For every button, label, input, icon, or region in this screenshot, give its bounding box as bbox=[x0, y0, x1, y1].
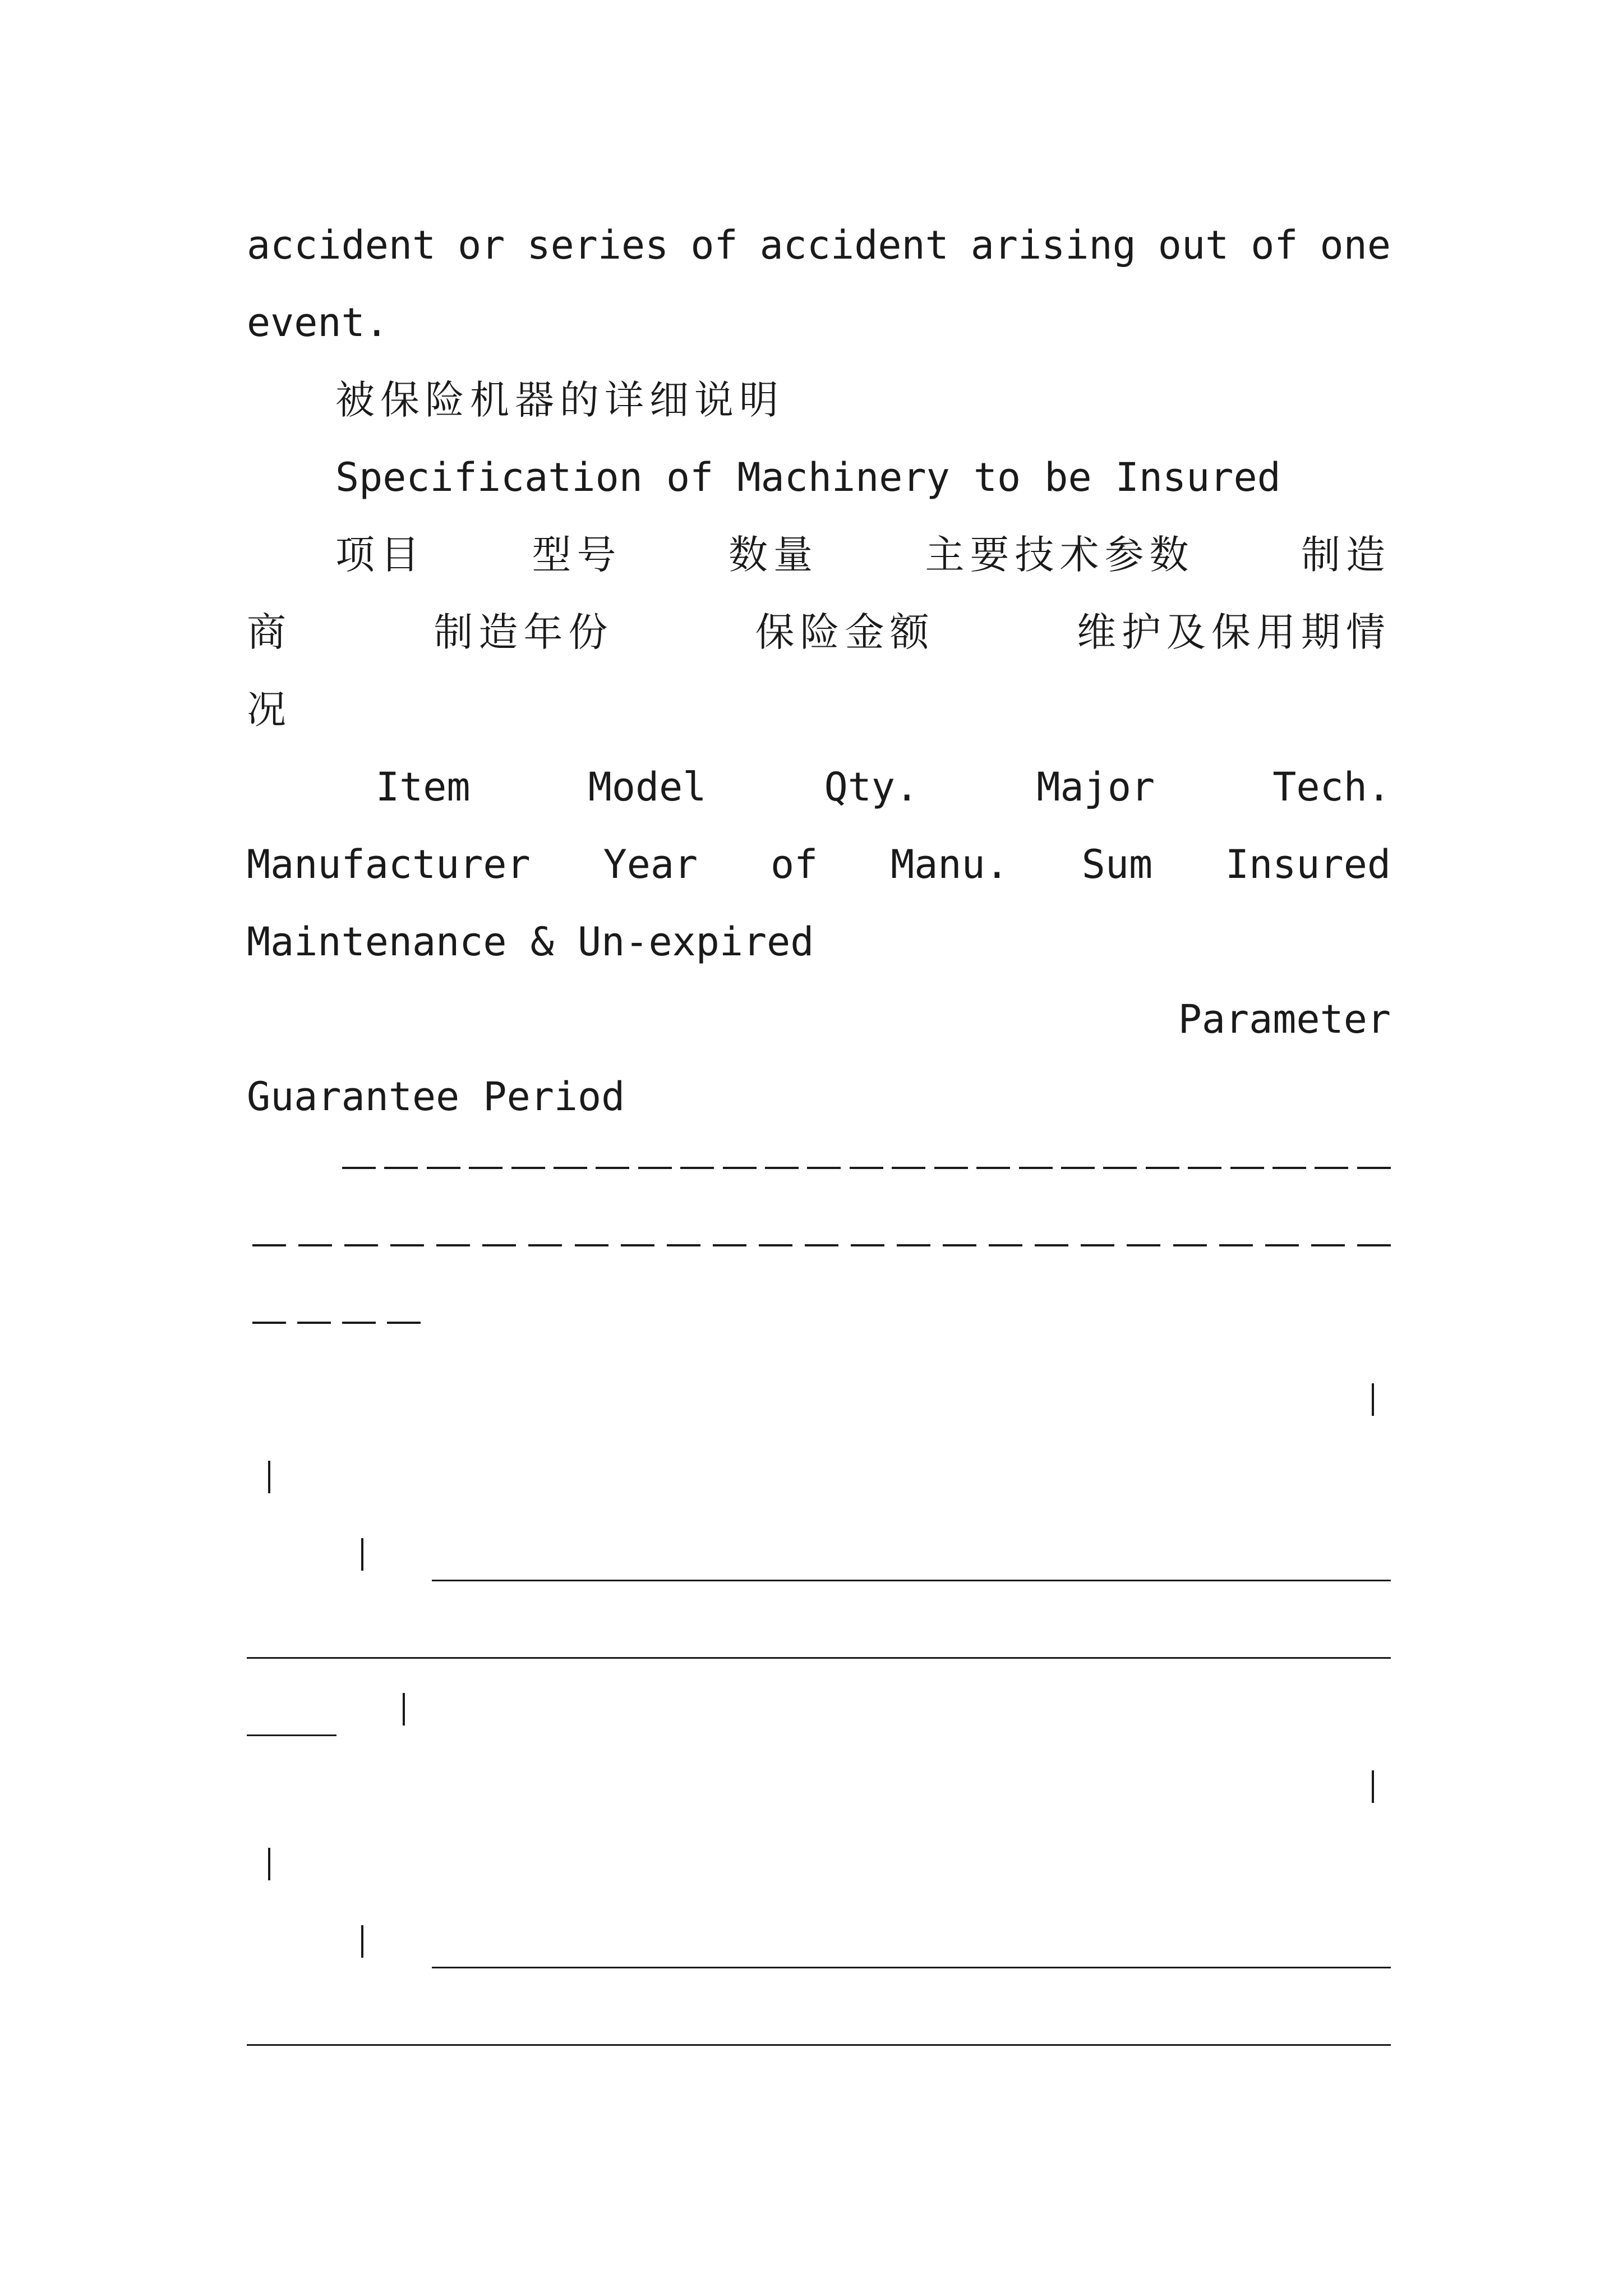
dash bbox=[1230, 1167, 1264, 1169]
dash bbox=[1146, 1167, 1179, 1169]
dash bbox=[976, 1167, 1010, 1169]
intro-word: one bbox=[1320, 222, 1391, 268]
dash bbox=[943, 1244, 976, 1246]
dash bbox=[384, 1167, 418, 1169]
cn-header-line-2 bbox=[247, 607, 1391, 657]
dash bbox=[851, 1244, 884, 1246]
dash bbox=[1219, 1244, 1253, 1246]
dash bbox=[759, 1244, 792, 1246]
cn-header-cell: 保险金额 bbox=[755, 609, 935, 655]
dash bbox=[482, 1244, 516, 1246]
dash bbox=[723, 1167, 757, 1169]
dash bbox=[511, 1167, 545, 1169]
dash bbox=[934, 1167, 968, 1169]
dash bbox=[805, 1244, 838, 1246]
dash bbox=[850, 1167, 883, 1169]
dash bbox=[344, 1244, 378, 1246]
cn-header-line-1 bbox=[335, 530, 1391, 580]
intro-word: of bbox=[690, 222, 738, 268]
dash bbox=[1315, 1167, 1348, 1169]
row-underline bbox=[247, 2044, 1391, 2046]
table-bar bbox=[1372, 1383, 1374, 1416]
en-header-cell: Qty. bbox=[824, 764, 919, 810]
dash bbox=[575, 1244, 608, 1246]
dash bbox=[1019, 1167, 1053, 1169]
dash bbox=[1103, 1167, 1137, 1169]
en-header-cell: Model bbox=[588, 764, 707, 810]
en-header-line-3: Maintenance & Un-expired bbox=[247, 919, 814, 965]
row-underline bbox=[432, 1967, 1391, 1968]
separator-dashes-2 bbox=[252, 1244, 1391, 1246]
intro-word: accident bbox=[759, 222, 949, 268]
intro-word: of bbox=[1251, 222, 1298, 268]
dash bbox=[638, 1167, 672, 1169]
intro-word: series bbox=[527, 222, 669, 268]
en-header-line-1 bbox=[376, 762, 1391, 812]
table-bar bbox=[403, 1693, 405, 1726]
dash bbox=[297, 1322, 331, 1324]
intro-word: or bbox=[458, 222, 505, 268]
dash bbox=[596, 1167, 629, 1169]
dash bbox=[1081, 1244, 1114, 1246]
en-header-line-5: Guarantee Period bbox=[247, 1074, 625, 1120]
dash bbox=[680, 1167, 714, 1169]
dash bbox=[897, 1244, 930, 1246]
dash bbox=[1272, 1167, 1306, 1169]
en-header-line-4: Parameter bbox=[1178, 996, 1391, 1042]
dash bbox=[436, 1244, 470, 1246]
en-header-cell: Manufacturer bbox=[247, 841, 531, 887]
dash bbox=[1357, 1244, 1391, 1246]
separator-dashes-1 bbox=[342, 1167, 1391, 1169]
en-header-line-2 bbox=[247, 839, 1391, 890]
table-bar bbox=[268, 1848, 270, 1880]
cn-header-cell: 主要技术参数 bbox=[925, 532, 1195, 578]
en-header-cell: Item bbox=[376, 764, 471, 810]
cn-header-cell: 制造年份 bbox=[434, 609, 614, 655]
en-header-cell: Tech. bbox=[1272, 764, 1391, 810]
en-header-cell: Major bbox=[1036, 764, 1155, 810]
dash bbox=[469, 1167, 502, 1169]
table-bar bbox=[1372, 1770, 1374, 1803]
en-header-cell: Year bbox=[603, 841, 698, 887]
separator-dashes-3 bbox=[252, 1322, 421, 1324]
cn-header-cell: 项目 bbox=[335, 532, 425, 578]
intro-line-2: event. bbox=[247, 300, 389, 346]
en-header-cell: of bbox=[771, 841, 818, 887]
row-underline bbox=[432, 1580, 1391, 1581]
dash bbox=[1127, 1244, 1160, 1246]
intro-line-1 bbox=[247, 220, 1391, 270]
dash bbox=[1357, 1167, 1391, 1169]
dash bbox=[252, 1244, 286, 1246]
table-bar bbox=[268, 1461, 270, 1493]
dash bbox=[427, 1167, 460, 1169]
intro-word: accident bbox=[247, 222, 436, 268]
dash bbox=[252, 1322, 286, 1324]
row-underline bbox=[247, 1734, 336, 1736]
row-underline bbox=[247, 1657, 1391, 1659]
table-bar bbox=[361, 1925, 363, 1958]
dash bbox=[892, 1167, 925, 1169]
cn-header-line-3: 况 bbox=[247, 687, 292, 733]
en-header-cell: Manu. bbox=[891, 841, 1009, 887]
table-bar bbox=[361, 1538, 363, 1571]
dash bbox=[1173, 1244, 1207, 1246]
dash bbox=[807, 1167, 841, 1169]
dash bbox=[621, 1244, 654, 1246]
intro-word: arising bbox=[970, 222, 1136, 268]
dash bbox=[554, 1167, 587, 1169]
dash bbox=[342, 1167, 376, 1169]
dash bbox=[667, 1244, 700, 1246]
dash bbox=[1188, 1167, 1221, 1169]
heading-en: Specification of Machinery to be Insured bbox=[335, 454, 1281, 500]
dash bbox=[1311, 1244, 1345, 1246]
cn-header-cell: 商 bbox=[247, 609, 292, 655]
dash bbox=[342, 1322, 376, 1324]
dash bbox=[713, 1244, 746, 1246]
cn-header-cell: 型号 bbox=[532, 532, 622, 578]
dash bbox=[1061, 1167, 1095, 1169]
dash bbox=[298, 1244, 332, 1246]
dash bbox=[1035, 1244, 1068, 1246]
en-header-cell: Sum bbox=[1081, 841, 1153, 887]
intro-word: out bbox=[1158, 222, 1229, 268]
dash bbox=[1265, 1244, 1299, 1246]
dash bbox=[989, 1244, 1022, 1246]
dash bbox=[765, 1167, 799, 1169]
cn-header-cell: 维护及保用期情 bbox=[1076, 609, 1391, 655]
dash bbox=[387, 1322, 421, 1324]
en-header-cell: Insured bbox=[1225, 841, 1391, 887]
dash bbox=[390, 1244, 424, 1246]
cn-header-cell: 制造 bbox=[1301, 532, 1391, 578]
dash bbox=[528, 1244, 562, 1246]
cn-header-cell: 数量 bbox=[728, 532, 818, 578]
heading-cn: 被保险机器的详细说明 bbox=[335, 377, 784, 423]
